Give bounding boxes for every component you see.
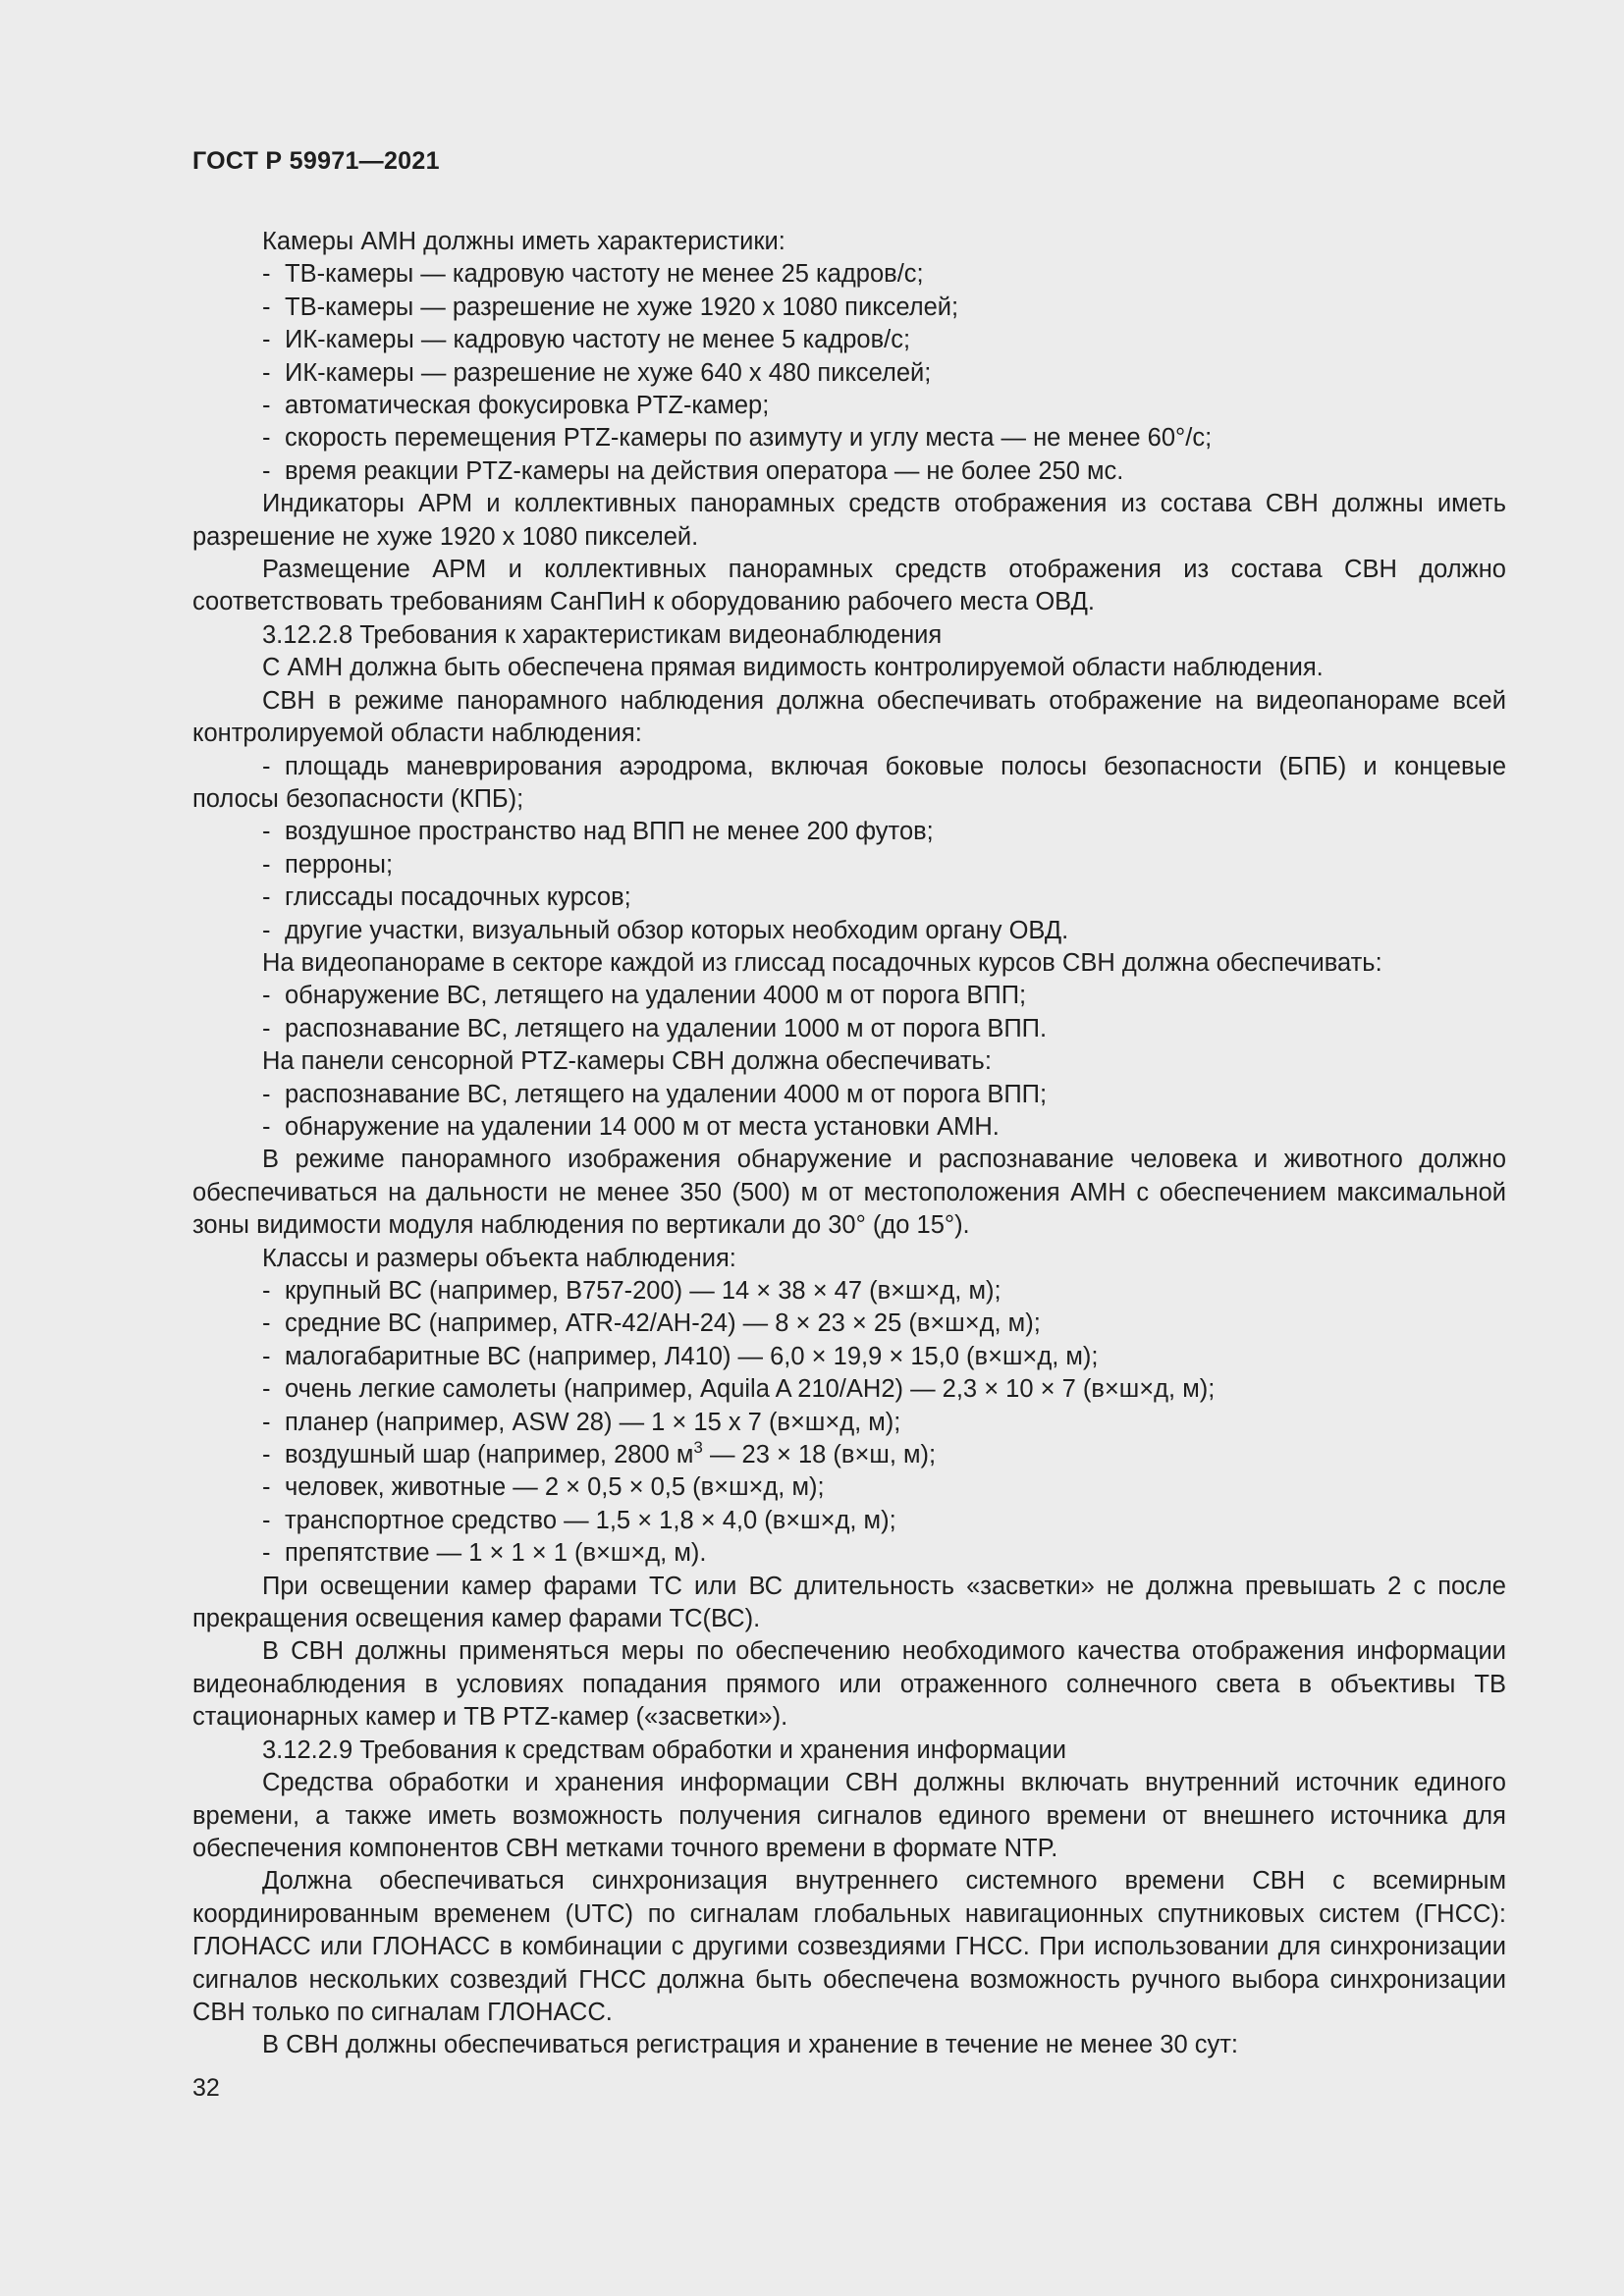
list-dash: - <box>262 1342 271 1370</box>
list-item <box>192 390 1506 422</box>
list-item-text: ТВ-камеры — разрешение не хуже 1920 x 1080 пикселей; <box>285 293 959 321</box>
list-dash: - <box>262 1408 271 1436</box>
list-item-text: глиссады посадочных курсов; <box>285 883 631 912</box>
list-item-text: — 23 × 18 (в×ш, м); <box>702 1441 937 1469</box>
list-item-text: обнаружение ВС, летящего на удалении 4000 м от порога ВПП; <box>285 982 1027 1010</box>
paragraph: Камеры АМН должны иметь характеристики: <box>262 228 785 255</box>
list-dash: - <box>262 260 271 289</box>
superscript: 3 <box>693 1438 703 1458</box>
list-dash: - <box>262 293 271 321</box>
list-item <box>192 816 1506 848</box>
paragraph: В СВН должны применяться меры по обеспечению необходимого качества отображения информации видеонаблюдения в условиях попадания прямого или отраженного солнечного света в объективы ТВ стационарных камер и ТВ PTZ-камер («засветки»). <box>192 1637 1506 1732</box>
list-dash: - <box>262 326 271 354</box>
list-item-text: распознавание ВС, летящего на удалении 1000 м от порога ВПП. <box>285 1014 1048 1042</box>
list-item <box>192 980 1506 1012</box>
list-dash: - <box>262 1375 271 1404</box>
list-dash: - <box>262 1506 271 1534</box>
list-item-text: препятствие — 1 × 1 × 1 (в×ш×д, м). <box>285 1539 707 1568</box>
list-item <box>192 751 1506 817</box>
list-item-text: распознавание ВС, летящего на удалении 4000 м от порога ВПП; <box>285 1080 1048 1108</box>
document-header: ГОСТ Р 59971—2021 <box>192 147 440 175</box>
list-dash: - <box>262 752 271 780</box>
list-item-text: перроны; <box>285 850 394 879</box>
list-item-text: средние ВС (например, ATR-42/АН-24) — 8 × 23 × 25 (в×ш×д, м); <box>285 1309 1041 1338</box>
list-dash: - <box>262 1473 271 1502</box>
list-item <box>192 1013 1506 1045</box>
list-item-text: человек, животные — 2 × 0,5 × 0,5 (в×ш×д, м); <box>285 1473 825 1502</box>
list-item <box>192 849 1506 881</box>
list-item <box>192 1341 1506 1373</box>
list-item <box>192 1537 1506 1570</box>
list-item <box>192 1373 1506 1406</box>
list-item-text: планер (например, ASW 28) — 1 × 15 x 7 (в×ш×д, м); <box>285 1408 901 1436</box>
list-item <box>192 1111 1506 1144</box>
paragraph: Классы и размеры объекта наблюдения: <box>262 1244 736 1272</box>
list-item <box>192 422 1506 454</box>
paragraph: На видеопанораме в секторе каждой из глиссад посадочных курсов СВН должна обеспечивать: <box>262 948 1382 977</box>
paragraph: При освещении камер фарами ТС или ВС длительность «засветки» не должна превышать 2 с после прекращения освещения камер фарами ТС(ВС). <box>192 1572 1506 1633</box>
list-item-text: другие участки, визуальный обзор которых необходим органу ОВД. <box>285 916 1069 944</box>
list-item-text: ИК-камеры — кадровую частоту не менее 5 кадров/с; <box>285 326 911 354</box>
list-dash: - <box>262 1539 271 1568</box>
paragraph: В СВН должны обеспечиваться регистрация и хранение в течение не менее 30 сут: <box>262 2031 1239 2059</box>
document-body <box>192 226 1506 2062</box>
list-item-text: малогабаритные ВС (например, Л410) — 6,0 × 19,9 × 15,0 (в×ш×д, м); <box>285 1342 1099 1370</box>
list-dash: - <box>262 1112 271 1141</box>
list-item <box>192 1079 1506 1111</box>
list-item <box>192 1439 1506 1471</box>
list-item-text: воздушный шар (например, 2800 м <box>285 1441 694 1469</box>
list-item <box>192 1505 1506 1537</box>
list-dash: - <box>262 1277 271 1305</box>
list-item <box>192 1275 1506 1308</box>
list-item-text: площадь маневрирования аэродрома, включая боковые полосы безопасности (БПБ) и концевые полосы безопасности (КПБ); <box>192 752 1506 813</box>
list-dash: - <box>262 850 271 879</box>
list-dash: - <box>262 424 271 453</box>
list-item <box>192 1407 1506 1439</box>
list-item <box>192 455 1506 488</box>
list-item-text: ТВ-камеры — кадровую частоту не менее 25 кадров/с; <box>285 260 924 289</box>
list-item <box>192 1471 1506 1504</box>
paragraph: С АМН должна быть обеспечена прямая видимость контролируемой области наблюдения. <box>262 654 1324 682</box>
paragraph: Индикаторы АРМ и коллективных панорамных средств отображения из состава СВН должны иметь разрешение не хуже 1920 x 1080 пикселей. <box>192 490 1506 551</box>
list-dash: - <box>262 456 271 485</box>
list-item-text: ИК-камеры — разрешение не хуже 640 x 480 пикселей; <box>285 358 932 387</box>
list-dash: - <box>262 916 271 944</box>
list-dash: - <box>262 982 271 1010</box>
page-number: 32 <box>192 2074 220 2102</box>
list-item <box>192 258 1506 291</box>
paragraph: В режиме панорамного изображения обнаружение и распознавание человека и животного должно обеспечиваться на дальности не менее 350 (500) м от местоположения АМН с обеспечением максимальной зоны видимости модуля наблюдения по вертикали до 30° (до 15°). <box>192 1146 1506 1240</box>
paragraph: 3.12.2.9 Требования к средствам обработки и хранения информации <box>262 1735 1067 1764</box>
list-item-text: крупный ВС (например, В757-200) — 14 × 38 × 47 (в×ш×д, м); <box>285 1277 1001 1305</box>
list-item <box>192 292 1506 324</box>
list-dash: - <box>262 883 271 912</box>
paragraph: СВН в режиме панорамного наблюдения должна обеспечивать отображение на видеопанораме всей контролируемой области наблюдения: <box>192 686 1506 748</box>
list-item <box>192 881 1506 914</box>
list-item-text: автоматическая фокусировка PTZ-камер; <box>285 392 770 420</box>
list-dash: - <box>262 1080 271 1108</box>
paragraph: Должна обеспечиваться синхронизация внутреннего системного времени СВН с всемирным координированным временем (UTC) по сигналам глобальных навигационных спутниковых систем (ГНСС): ГЛОНАСС или ГЛОНАСС в комбинации с другими созвездиями ГНСС. При использовании для синхронизации сигналов нескольких созвездий ГНСС должна быть обеспечена возможность ручного выбора синхронизации СВН только по сигналам ГЛОНАСС. <box>192 1867 1506 2026</box>
list-item-text: очень легкие самолеты (например, Aquila A 210/AH2) — 2,3 × 10 × 7 (в×ш×д, м); <box>285 1375 1216 1404</box>
list-dash: - <box>262 1309 271 1338</box>
list-dash: - <box>262 358 271 387</box>
list-item-text: обнаружение на удалении 14 000 м от места установки АМН. <box>285 1112 1000 1141</box>
list-item-text: транспортное средство — 1,5 × 1,8 × 4,0 (в×ш×д, м); <box>285 1506 896 1534</box>
list-dash: - <box>262 818 271 846</box>
list-item <box>192 1308 1506 1340</box>
paragraph: 3.12.2.8 Требования к характеристикам видеонаблюдения <box>262 620 943 649</box>
paragraph: На панели сенсорной PTZ-камеры СВН должна обеспечивать: <box>262 1047 992 1076</box>
list-dash: - <box>262 1014 271 1042</box>
list-dash: - <box>262 1441 271 1469</box>
paragraph: Средства обработки и хранения информации СВН должны включать внутренний источник единого времени, а также иметь возможность получения сигналов единого времени от внешнего источника для обеспечения компонентов СВН метками точного времени в формате NTP. <box>192 1769 1506 1862</box>
list-item-text: время реакции PTZ-камеры на действия оператора — не более 250 мс. <box>285 456 1124 485</box>
list-item <box>192 324 1506 356</box>
paragraph: Размещение АРМ и коллективных панорамных средств отображения из состава СВН должно соответствовать требованиям СанПиН к оборудованию рабочего места ОВД. <box>192 556 1506 616</box>
list-item-text: воздушное пространство над ВПП не менее 200 футов; <box>285 818 934 846</box>
list-dash: - <box>262 392 271 420</box>
list-item <box>192 915 1506 947</box>
list-item-text: скорость перемещения PTZ-камеры по азимуту и углу места — не менее 60°/с; <box>285 424 1213 453</box>
list-item <box>192 357 1506 390</box>
